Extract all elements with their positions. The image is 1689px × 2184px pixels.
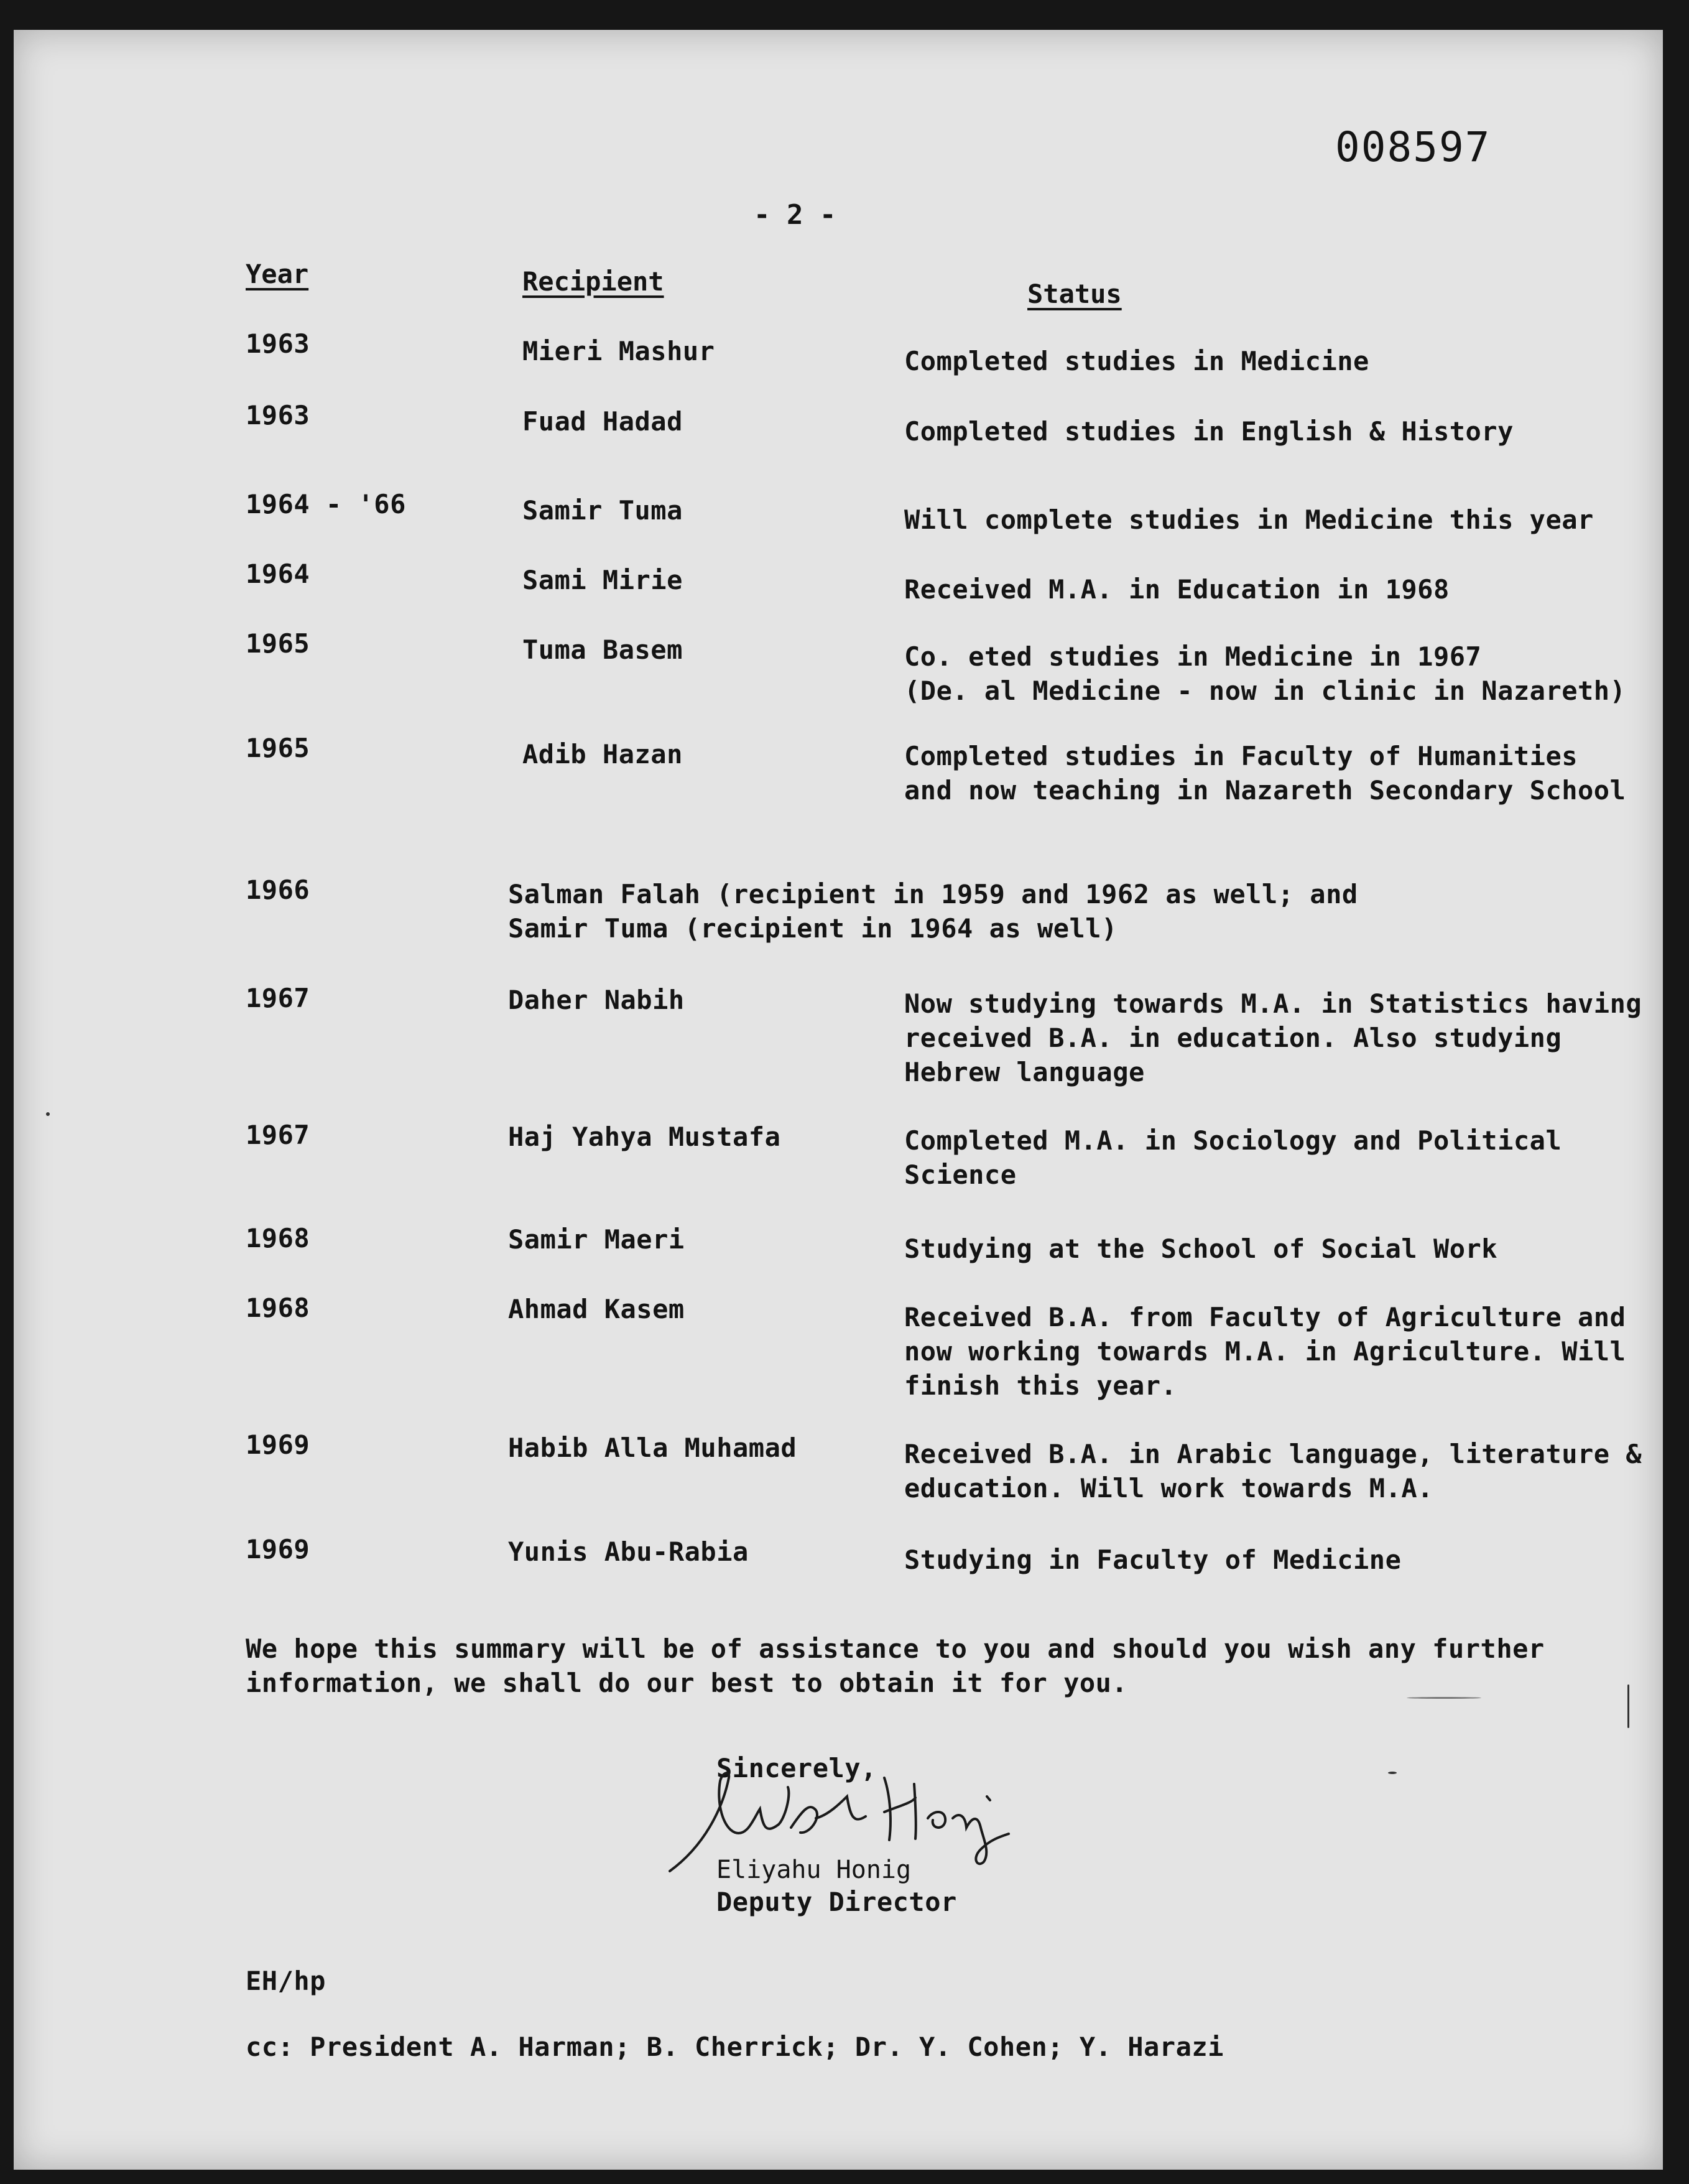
document-page	[14, 30, 1663, 2170]
signer-name: Eliyahu Honig	[716, 1856, 912, 1884]
row-year: 1963	[246, 328, 310, 359]
row-status	[904, 414, 1514, 448]
row-year: 1967	[246, 1120, 310, 1150]
row-year: 1965	[246, 733, 310, 763]
scan-speck	[46, 1112, 50, 1116]
status-line: Completed studies in Faculty of Humanities	[904, 741, 1578, 771]
row-year: 1969	[246, 1534, 310, 1564]
note-line: Samir Tuma (recipient in 1964 as well)	[508, 913, 1118, 944]
row-recipient: Tuma Basem	[522, 634, 683, 665]
cc-line: cc: President A. Harman; B. Cherrick; Dr. Y. Cohen; Y. Harazi	[246, 2032, 1224, 2062]
row-recipient: Samir Maeri	[508, 1224, 685, 1255]
status-line: and now teaching in Nazareth Secondary School	[904, 775, 1626, 806]
row-status	[904, 1300, 1626, 1403]
row-status	[904, 503, 1594, 537]
paragraph-line: We hope this summary will be of assistance to you and should you wish any further	[246, 1633, 1545, 1664]
status-line: Completed studies in Medicine	[904, 346, 1369, 376]
row-year: 1967	[246, 983, 310, 1013]
header-year: Year	[246, 259, 309, 289]
closing-paragraph	[246, 1632, 1545, 1700]
status-line: Received B.A. in Arabic language, literature &	[904, 1439, 1642, 1469]
salutation: Sincerely,	[716, 1753, 877, 1783]
row-year: 1964 - '66	[246, 489, 406, 519]
typist-initials: EH/hp	[246, 1966, 326, 1996]
status-line: Received B.A. from Faculty of Agriculture and	[904, 1302, 1626, 1332]
paragraph-line: information, we shall do our best to obtain it for you.	[246, 1668, 1128, 1698]
row-status	[904, 739, 1626, 807]
row-status	[904, 572, 1450, 606]
status-line: Completed M.A. in Sociology and Political	[904, 1125, 1562, 1156]
status-line: Received M.A. in Education in 1968	[904, 574, 1450, 605]
row-status	[904, 1437, 1642, 1505]
document-number: 008597	[1335, 123, 1491, 171]
status-line: Completed studies in English & History	[904, 416, 1514, 447]
status-line: finish this year.	[904, 1370, 1177, 1401]
row-recipient: Habib Alla Muhamad	[508, 1433, 797, 1463]
status-line: Hebrew language	[904, 1057, 1145, 1087]
note-line: Salman Falah (recipient in 1959 and 1962 as well; and	[508, 879, 1358, 909]
status-line: Now studying towards M.A. in Statistics having	[904, 988, 1642, 1019]
row-year: 1969	[246, 1429, 310, 1460]
row-recipient: Daher Nabih	[508, 985, 685, 1015]
row-recipient: Haj Yahya Mustafa	[508, 1122, 781, 1152]
row-year: 1968	[246, 1293, 310, 1323]
status-line: Studying at the School of Social Work	[904, 1234, 1498, 1264]
row-status	[904, 1232, 1497, 1266]
row-status	[904, 344, 1369, 378]
row-year: 1966	[246, 875, 310, 905]
row-status	[904, 1123, 1562, 1192]
row-recipient: Fuad Hadad	[522, 406, 683, 437]
scan-speck	[1388, 1772, 1397, 1774]
status-line: Science	[904, 1159, 1017, 1190]
row-recipient: Adib Hazan	[522, 739, 683, 769]
row-status	[904, 1543, 1401, 1577]
row-status	[904, 987, 1642, 1089]
status-line: Studying in Faculty of Medicine	[904, 1545, 1402, 1575]
row-recipient: Sami Mirie	[522, 565, 683, 595]
header-recipient: Recipient	[522, 266, 664, 297]
signer-title: Deputy Director	[716, 1887, 957, 1917]
status-line: Will complete studies in Medicine this year	[904, 504, 1594, 535]
recipient-note	[508, 877, 1358, 946]
header-status: Status	[1027, 279, 1122, 309]
row-year: 1968	[246, 1223, 310, 1253]
status-line: now working towards M.A. in Agriculture. Will	[904, 1336, 1626, 1367]
status-line: Co. eted studies in Medicine in 1967	[904, 641, 1482, 672]
row-year: 1963	[246, 400, 310, 430]
row-recipient: Mieri Mashur	[522, 336, 715, 366]
status-line: education. Will work towards M.A.	[904, 1473, 1433, 1503]
row-year: 1964	[246, 559, 310, 589]
row-recipient: Yunis Abu-Rabia	[508, 1536, 749, 1567]
status-line: received B.A. in education. Also studying	[904, 1023, 1562, 1053]
status-line: (De. al Medicine - now in clinic in Nazareth)	[904, 676, 1626, 706]
scan-speck	[1407, 1697, 1481, 1699]
page-number: - 2 -	[754, 199, 836, 231]
row-year: 1965	[246, 628, 310, 659]
row-recipient: Ahmad Kasem	[508, 1294, 685, 1324]
row-recipient: Samir Tuma	[522, 495, 683, 526]
row-status	[904, 639, 1626, 708]
scan-speck	[1627, 1684, 1629, 1728]
